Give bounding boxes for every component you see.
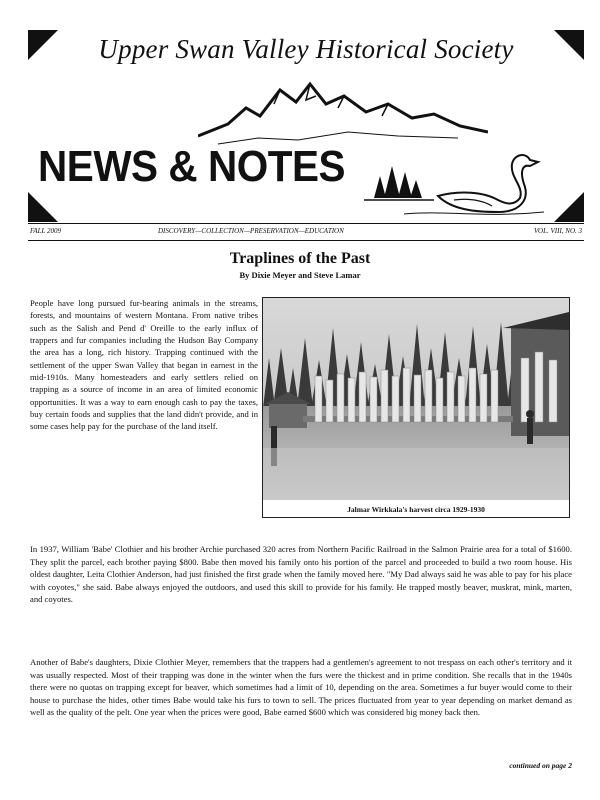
article-intro-paragraph: People have long pursued fur-bearing animals in the streams, forests, and mountains of western Montana. From native tribes such as the Salish and Pend d' Oreille to the early influx of trappers and fur companies including the Hudson Bay Company the area has a long, rich history. Trapping continued with the settlement of the upper Swan Valley that began in earnest in the mid-1910s. Many homesteaders and early settlers relied on trapping as a source of income in an area of limited economic opportunities. It was a way to earn enough cash to pay the taxes, buy certain foods and supplies that the land didn't provide, and in some cases help pay for the purchase of the land itself.: [30, 298, 258, 432]
photo-caption: Jalmar Wirkkala's harvest circa 1929-1930: [347, 505, 485, 514]
article-paragraph-3: Another of Babe's daughters, Dixie Clothier Meyer, remembers that the trappers had a gentlemen's agreement to not trespass on each other's territory and it was usually respected. Most of their trapping was done in the winter when the furs were the thickest and in prime condition. She recalls that in the 1940s there were no quotas on trapping except for beaver, which sometimes had a limit of 10, depending on the area. Sometimes a fur buyer would come to their house to purchase the hides, other times Babe would take his furs to town to sell. The prices fluctuated from year to year depending on market demand as well as the quality of the pelt. One year when the prices were good, Babe earned $600 which was considered big money back then.: [30, 657, 572, 717]
swan-icon: [364, 140, 574, 220]
masthead: [28, 30, 584, 222]
issue-date: FALL 2009: [30, 227, 62, 235]
newsletter-title: NEWS & NOTES: [38, 142, 346, 191]
article-title: Traplines of the Past: [229, 250, 371, 267]
corner-ornament-bottom-left: [28, 192, 58, 222]
society-name: Upper Swan Valley Historical Society: [98, 34, 514, 64]
issue-bar: [28, 223, 584, 241]
pine-trees-icon: [374, 166, 422, 198]
continued-note: continued on page 2: [509, 761, 572, 770]
society-motto: DISCOVERY—COLLECTION—PRESERVATION—EDUCATION: [158, 227, 344, 235]
article-byline: By Dixie Meyer and Steve Lamar: [239, 270, 361, 280]
historic-photo: [262, 297, 570, 518]
harvest-photo-image: [263, 298, 569, 500]
article-paragraph-2: In 1937, William 'Babe' Clothier and his brother Archie purchased 320 acres from Northern Pacific Railroad in the Salmon Prairie area for a total of $1600. They split the parcel, each brother paying $800. Babe then moved his family onto his portion of the parcel and proceeded to build a two room house. His oldest daughter, Leita Clothier Anderson, had just finished the first grade when the family moved here. "My Dad always said he was able to pay for his place with coyotes," she said. Babe always enjoyed the outdoors, and used this skill to provide for his family. He trapped mostly beaver, muskrat, mink, marten, and coyotes.: [30, 544, 572, 604]
issue-volume: VOL. VIII, NO. 3: [533, 227, 582, 235]
